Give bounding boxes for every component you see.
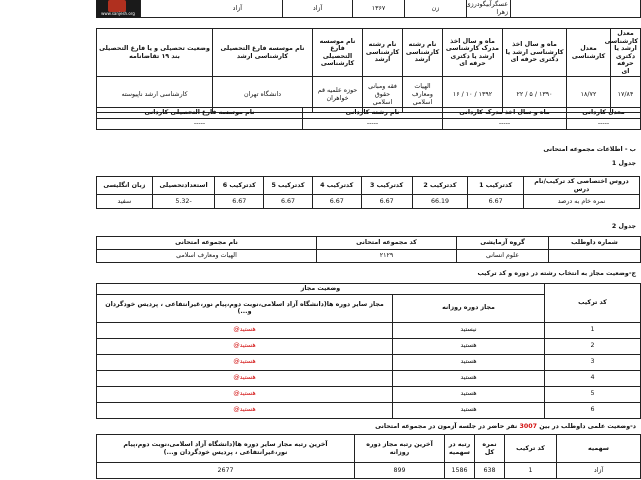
edu-header: معدل کارشناسی ارشد یا دکتری حرفه ای: [611, 29, 641, 77]
edu-value: ۱۷/۸۴: [611, 77, 641, 113]
exam-value: [549, 250, 641, 263]
edu-value: ۱۸/۷۲: [567, 77, 611, 113]
exam-value: الهیات ومعارف اسلامی: [97, 250, 317, 263]
section-d-title: [176, 423, 636, 431]
candidate-count: 3007: [519, 423, 537, 430]
score-value: 6.67: [468, 195, 524, 209]
ranking-value: آزاد: [557, 463, 641, 479]
ranking-value: 638: [475, 463, 505, 479]
ranking-header: سهمیه: [557, 435, 641, 463]
sanjesh-logo: [96, 0, 140, 18]
eligibility-day: هستید: [393, 386, 545, 402]
exam-value: علوم انسانی: [457, 250, 549, 263]
scores-row-label: نمره خام به درصد: [523, 195, 639, 209]
edu-header: وضعیت تحصیلی و یا فارغ التحصیلی بند ۱۹ تقاضانامه: [97, 29, 213, 77]
table1-label: جدول 1: [611, 160, 636, 167]
ranking-value: 1: [505, 463, 557, 479]
kardani-header: نام موسسه فارغ التحصیلی کاردانی: [97, 108, 303, 119]
section-c-title: ج-وضعیت مجاز به انتخاب رشته در دوره و کد ترکیب: [477, 270, 636, 277]
ranking-value: 2677: [97, 463, 355, 479]
eligibility-day: هستید: [393, 338, 545, 354]
ranking-value: 899: [355, 463, 445, 479]
edu-header: معدل کارشناسی: [567, 29, 611, 77]
scores-header: دروس اختصاصی کد ترکیب/نام درس: [523, 177, 639, 195]
eligibility-other: هستید@: [97, 338, 393, 354]
table2-label: جدول 2: [611, 223, 636, 230]
site-url: www.sanjesh.org: [101, 11, 135, 16]
kardani-header: معدل کاردانی: [567, 108, 641, 119]
kardani-header: ماه و سال اخذ مدرک کاردانی: [443, 108, 567, 119]
eligibility-code: 5: [545, 386, 641, 402]
header-table: [140, 0, 641, 18]
kardani-table: [96, 107, 641, 130]
eligibility-other: هستید@: [97, 386, 393, 402]
score-value: 6.67: [264, 195, 313, 209]
edu-value: الهیات ومعارف اسلامی: [403, 77, 443, 113]
scores-header: کدترکیب 6: [215, 177, 264, 195]
eligibility-day-header: مجاز دوره روزانه: [393, 294, 545, 322]
eligibility-code: 1: [545, 322, 641, 338]
eligibility-code: 2: [545, 338, 641, 354]
scores-header: کدترکیب 5: [264, 177, 313, 195]
eligibility-other-header: مجاز سایر دوره ها(دانشگاه آزاد اسلامی،نوبت دوم،پیام نور،غیرانتفاعی ، پردیس خودگردان و...): [97, 294, 393, 322]
exam-header: شماره داوطلب: [549, 237, 641, 250]
kardani-header: نام رشته کاردانی: [303, 108, 443, 119]
ranking-table: [96, 434, 641, 479]
eligibility-other: هستید@: [97, 354, 393, 370]
education-table: [96, 28, 641, 113]
edu-header: نام موسسه فارغ التحصیلی کارشناسی: [313, 29, 363, 77]
scores-table: [96, 176, 640, 209]
edu-header: ماه و سال اخذ کارشناسی ارشد یا دکتری حرفه ای: [503, 29, 567, 77]
ranking-header: آخرین رتبه مجاز سایر دوره ها(دانشگاه آزاد اسلامی،نوبت دوم،پیام نور،غیرانتفاعی ، پردیس خودگردان و...): [97, 435, 355, 463]
exam-group-table: [96, 236, 641, 263]
score-value: -5.32: [152, 195, 215, 209]
eligibility-day: نیستید: [393, 322, 545, 338]
section-d-title-start: د-وضعیت علمی داوطلب در بین: [539, 423, 636, 430]
header-status: آزاد: [141, 0, 283, 18]
ranking-header: رتبه در سهمیه: [445, 435, 475, 463]
eligibility-code-header: کد ترکیب: [545, 284, 641, 323]
eligibility-day: هستید: [393, 402, 545, 418]
score-value: سفید: [97, 195, 153, 209]
edu-value: فقه ومبانی حقوق اسلامی: [363, 77, 403, 113]
edu-header: ماه و سال اخذ مدرک کارشناسی ارشد یا دکتری حرفه ای: [443, 29, 503, 77]
eligibility-other: هستید@: [97, 402, 393, 418]
eligibility-day: هستید: [393, 354, 545, 370]
kardani-value: -----: [97, 118, 303, 129]
eligibility-status-header: وضعیت مجاز: [97, 284, 545, 295]
kardani-value: -----: [443, 118, 567, 129]
eligibility-code: 3: [545, 354, 641, 370]
scores-header: استعدادتحصیلی: [152, 177, 215, 195]
eligibility-other: هستید@: [97, 322, 393, 338]
section-b-title: ب - اطلاعات مجموعه امتحانی: [543, 146, 636, 153]
section-d-title-end: نفر حاضر در جلسه آزمون در مجموعه امتحانی: [375, 423, 518, 430]
edu-value: دانشگاه تهران: [213, 77, 313, 113]
kardani-value: -----: [303, 118, 443, 129]
score-value: 6.67: [312, 195, 361, 209]
score-value: 6.67: [215, 195, 264, 209]
header-gender: زن: [405, 0, 467, 18]
eligibility-code: 4: [545, 370, 641, 386]
scores-header: کدترکیب 4: [312, 177, 361, 195]
score-value: 66.19: [412, 195, 468, 209]
score-value: 6.67: [361, 195, 412, 209]
edu-value: ۱۳۹۲ / ۱۰ / ۱۶: [443, 77, 503, 113]
exam-header: گروه آزمایشی: [457, 237, 549, 250]
eligibility-day: هستید: [393, 370, 545, 386]
header-empty: [511, 0, 641, 18]
exam-value: ۲۱۲۹: [317, 250, 457, 263]
header-year: ۱۳۶۷: [353, 0, 405, 18]
exam-header: کد مجموعه امتحانی: [317, 237, 457, 250]
kardani-value: -----: [567, 118, 641, 129]
edu-value: ۱۳۹۰ / ۵ / ۲۲: [503, 77, 567, 113]
ranking-header: کد ترکیب: [505, 435, 557, 463]
ranking-value: 1586: [445, 463, 475, 479]
ranking-header: آخرین رتبه مجاز دوره روزانه: [355, 435, 445, 463]
eligibility-code: 6: [545, 402, 641, 418]
exam-header: نام مجموعه امتحانی: [97, 237, 317, 250]
edu-header: نام رشته کارشناسی ارشد: [403, 29, 443, 77]
scores-header: زبان انگلیسی: [97, 177, 153, 195]
edu-value: کارشناسی ارشد ناپیوسته: [97, 77, 213, 113]
scores-header: کدترکیب 1: [468, 177, 524, 195]
eligibility-other: هستید@: [97, 370, 393, 386]
edu-value: حوزه علمیه قم خواهران: [313, 77, 363, 113]
ranking-header: نمره کل: [475, 435, 505, 463]
header-name: عسگرآبیگودرزی زهرا: [467, 0, 511, 18]
edu-header: نام موسسه فارغ التحصیلی کارشناسی ارشد: [213, 29, 313, 77]
eligibility-table: [96, 283, 641, 419]
edu-header: نام رشته کارشناسی ارشد: [363, 29, 403, 77]
scores-header: کدترکیب 2: [412, 177, 468, 195]
scores-header: کدترکیب 3: [361, 177, 412, 195]
header-quota: آزاد: [283, 0, 353, 18]
